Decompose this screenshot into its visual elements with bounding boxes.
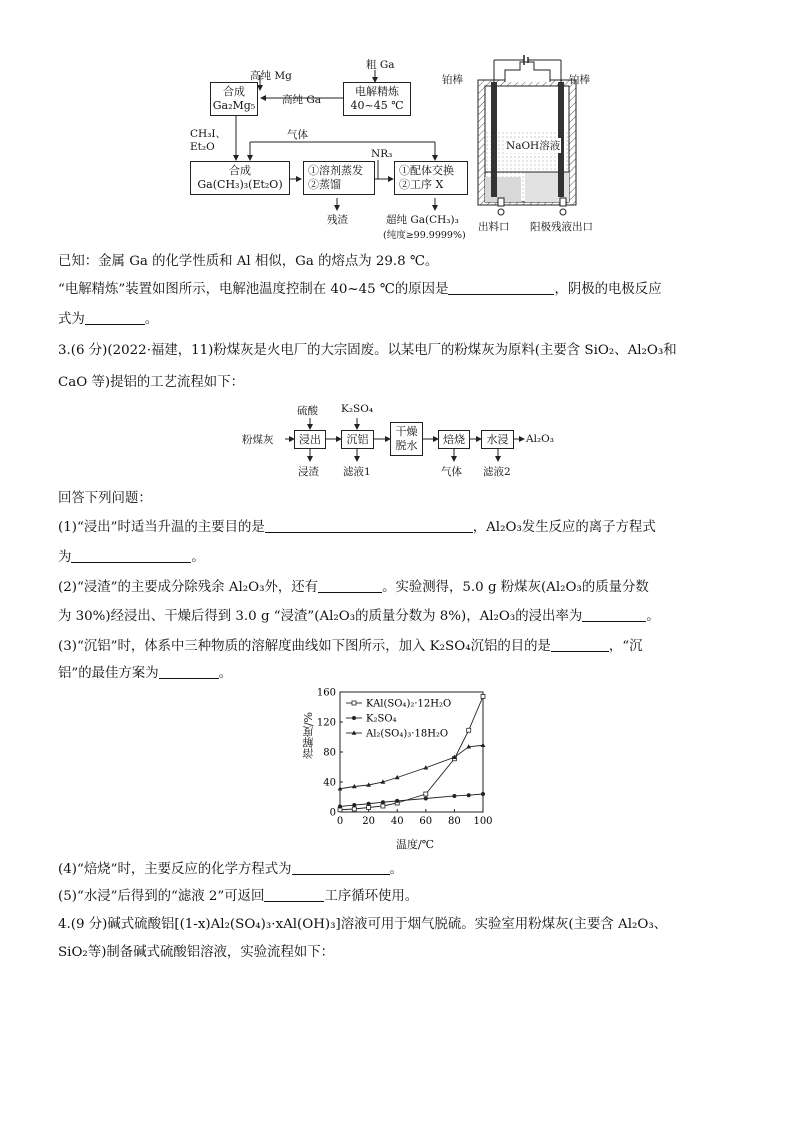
electrolysis-label: 电解精炼 xyxy=(355,85,399,98)
data-point-s0 xyxy=(381,804,385,808)
q3-intro-line2: CaO 等)提铝的工艺流程如下： xyxy=(58,375,244,390)
leach-box: 浸出 xyxy=(294,430,326,449)
q1-text-b: ，Al₂O₃发生反应的离子方程式 xyxy=(472,520,656,535)
data-point-s1 xyxy=(395,799,399,803)
q-elec-text-b: ，阴极的电极反应 xyxy=(554,282,662,297)
product-label: 超纯 Ga(CH₃)₃ xyxy=(386,214,459,226)
answer-blank-q5-step[interactable] xyxy=(264,887,324,902)
synth2-formula: Ga(CH₃)₃(Et₂O) xyxy=(197,178,283,191)
data-point-s1 xyxy=(338,804,342,808)
answer-blank-q4-equation[interactable] xyxy=(292,860,390,875)
q2-line2 xyxy=(58,607,764,627)
answer-blank-q2-component[interactable] xyxy=(318,578,382,593)
data-point-s0 xyxy=(481,695,485,699)
filtrate1-label: 滤液1 xyxy=(343,466,371,478)
legend-label-0: KAl(SO₄)₂·12H₂O xyxy=(366,698,452,710)
answer-blank-q1-purpose[interactable] xyxy=(265,518,473,533)
gas-label: 气体 xyxy=(287,129,308,141)
answer-blank-cathode[interactable] xyxy=(85,310,145,325)
q2-text-d: 。 xyxy=(646,609,660,624)
series-line-2 xyxy=(340,745,483,789)
outlet-label: 出料口 xyxy=(478,221,510,233)
al2o3-product-label: Al₂O₃ xyxy=(526,433,554,445)
q1-text-a: (1)“浸出”时适当升温的主要目的是 xyxy=(58,520,265,535)
q3-text-c: 铝”的最佳方案为 xyxy=(58,666,159,681)
answer-blank-q2-rate[interactable] xyxy=(582,607,646,622)
roast-box: 焙烧 xyxy=(438,430,470,449)
q2-text-a: (2)“浸渣”的主要成分除残余 Al₂O₃外，还有 xyxy=(58,580,319,595)
q5-text-b: 工序循环使用。 xyxy=(324,889,419,904)
q-elec-text-c: 式为 xyxy=(58,312,85,327)
reagent-1: CH₃I、 xyxy=(190,128,227,140)
q1-line2 xyxy=(58,548,764,568)
data-point-s0 xyxy=(467,728,471,732)
q-elec-text-a: “电解精炼”装置如图所示，电解池温度控制在 40~45 ℃的原因是 xyxy=(58,282,449,297)
answer-blank-elec-reason[interactable] xyxy=(448,280,554,295)
data-point-s2 xyxy=(481,743,486,747)
pt-rod-right-label: 铂棒 xyxy=(569,74,590,86)
data-point-s1 xyxy=(467,793,471,797)
legend-marker-0 xyxy=(352,701,356,705)
dry-box xyxy=(390,422,423,456)
electrolysis-box xyxy=(343,82,411,116)
data-point-s1 xyxy=(352,803,356,807)
evap-step: ①溶剂蒸发 xyxy=(308,164,363,177)
dry-label-1: 干燥 xyxy=(395,425,418,438)
data-point-s1 xyxy=(452,794,456,798)
data-point-s0 xyxy=(352,807,356,811)
y-tick-label: 0 xyxy=(329,807,336,819)
data-point-s1 xyxy=(367,802,371,806)
legend-marker-1 xyxy=(352,716,356,720)
process-x-step: ②工序 X xyxy=(399,178,444,191)
q3-intro-line1: 3.(6 分)(2022·福建，11)粉煤灰是火电厂的大宗固废。以某电厂的粉煤灰为原料(主要含 SiO₂、Al₂O₃和 xyxy=(58,343,677,358)
data-point-s0 xyxy=(367,806,371,810)
q2-line1 xyxy=(58,578,764,598)
gas2-label: 气体 xyxy=(441,466,462,478)
series-line-1 xyxy=(340,794,483,806)
data-point-s1 xyxy=(381,800,385,804)
q3-text-d: 。 xyxy=(218,666,232,681)
x-tick-label: 0 xyxy=(336,816,344,827)
ligand-step: ①配体交换 xyxy=(399,164,454,177)
high-mg-label: 高纯 Mg xyxy=(250,70,292,82)
chart-ylabel: 溶解度/% xyxy=(302,712,315,760)
q3-line2 xyxy=(58,664,764,684)
k2so4-label: K₂SO₄ xyxy=(341,403,374,415)
synth1-box xyxy=(210,82,258,116)
sulfuric-acid-label: 硫酸 xyxy=(297,405,318,417)
q5-text-a: (5)“水浸”后得到的“滤液 2”可返回 xyxy=(58,889,265,904)
distill-step: ②蒸馏 xyxy=(308,178,341,191)
q1-text-d: 。 xyxy=(191,550,205,565)
reagent-2: Et₂O xyxy=(190,141,215,153)
evap-distill-box xyxy=(303,161,375,195)
crude-ga-label: 粗 Ga xyxy=(366,59,395,71)
chart-xlabel: 温度/℃ xyxy=(396,838,435,851)
data-point-s1 xyxy=(481,792,485,796)
q1-text-c: 为 xyxy=(58,550,72,565)
y-tick-label: 40 xyxy=(323,777,336,789)
q3-line1 xyxy=(58,637,764,657)
answer-instruction: 回答下列问题： xyxy=(58,491,152,506)
x-tick-label: 100 xyxy=(473,816,493,827)
pt-rod-left-label: 铂棒 xyxy=(442,74,463,86)
y-tick-label: 120 xyxy=(316,717,336,729)
x-tick-label: 40 xyxy=(390,816,404,827)
q-elec-line1 xyxy=(58,280,764,300)
filtrate2-label: 滤液2 xyxy=(483,466,511,478)
precip-box: 沉铝 xyxy=(341,430,374,449)
answer-blank-q3-scheme[interactable] xyxy=(159,664,219,679)
synth1-label: 合成 xyxy=(223,85,245,98)
nr3-label: NR₃ xyxy=(371,148,393,160)
series-line-0 xyxy=(340,697,483,810)
q3-text-a: (3)“沉铝”时，体系中三种物质的溶解度曲线如下图所示，加入 K₂SO₄沉铝的目的是 xyxy=(58,639,551,654)
data-point-s1 xyxy=(424,797,428,801)
electrolysis-temp: 40~45 ℃ xyxy=(350,99,404,112)
residue-label: 残渣 xyxy=(327,214,348,226)
q-elec-text-d: 。 xyxy=(144,312,159,327)
ligand-exchange-box xyxy=(394,161,468,195)
dry-label-2: 脱水 xyxy=(395,439,418,452)
q2-text-c: 为 30%)经浸出、干燥后得到 3.0 g “浸渣”(Al₂O₃的质量分数为 8%)，Al₂O₃的浸出率为 xyxy=(58,609,583,624)
solubility-chart-svg xyxy=(295,682,505,852)
q1-line1 xyxy=(58,518,764,538)
anode-outlet-label: 阳极残液出口 xyxy=(530,221,593,233)
x-tick-label: 60 xyxy=(419,816,433,827)
q4n-line2: SiO₂等)制备碱式硫酸铝溶液，实验流程如下： xyxy=(58,945,335,960)
q4-text-b: 。 xyxy=(389,862,403,877)
slag-label: 浸渣 xyxy=(298,466,319,478)
legend-label-2: Al₂(SO₄)₃·18H₂O xyxy=(366,728,449,740)
y-tick-label: 80 xyxy=(323,747,336,759)
known-line: 已知：金属 Ga 的化学性质和 Al 相似，Ga 的熔点为 29.8 ℃。 xyxy=(58,254,439,269)
y-tick-label: 160 xyxy=(316,687,336,699)
q3-text-b: ，“沉 xyxy=(608,639,643,654)
answer-blank-q3-purpose[interactable] xyxy=(551,637,609,652)
naoh-label: NaOH溶液 xyxy=(506,140,561,152)
synth2-label: 合成 xyxy=(229,164,251,177)
purity-label: (纯度≥99.9999%) xyxy=(383,230,466,241)
x-tick-label: 20 xyxy=(362,816,375,827)
q4-text-a: (4)“焙烧”时，主要反应的化学方程式为 xyxy=(58,862,292,877)
water-leach-box: 水浸 xyxy=(481,430,514,449)
answer-blank-q1-equation[interactable] xyxy=(71,548,191,563)
legend-label-1: K₂SO₄ xyxy=(366,713,397,725)
fly-ash-label: 粉煤灰 xyxy=(242,434,274,446)
synth2-box xyxy=(190,161,290,195)
q4n-line1: 4.(9 分)碱式硫酸铝[(1-x)Al₂(SO₄)₃·xAl(OH)₃]溶液可用于烟气脱硫。实验室用粉煤灰(主要含 Al₂O₃、 xyxy=(58,917,668,932)
q4-line xyxy=(58,860,764,880)
data-point-s0 xyxy=(424,792,428,796)
high-ga-label: 高纯 Ga xyxy=(282,94,321,106)
q-elec-line2 xyxy=(58,310,764,330)
x-tick-label: 80 xyxy=(448,816,461,827)
q2-text-b: 。实验测得，5.0 g 粉煤灰(Al₂O₃的质量分数 xyxy=(382,580,649,595)
q5-line xyxy=(58,887,764,907)
synth1-formula: Ga₂Mg₅ xyxy=(212,99,256,112)
